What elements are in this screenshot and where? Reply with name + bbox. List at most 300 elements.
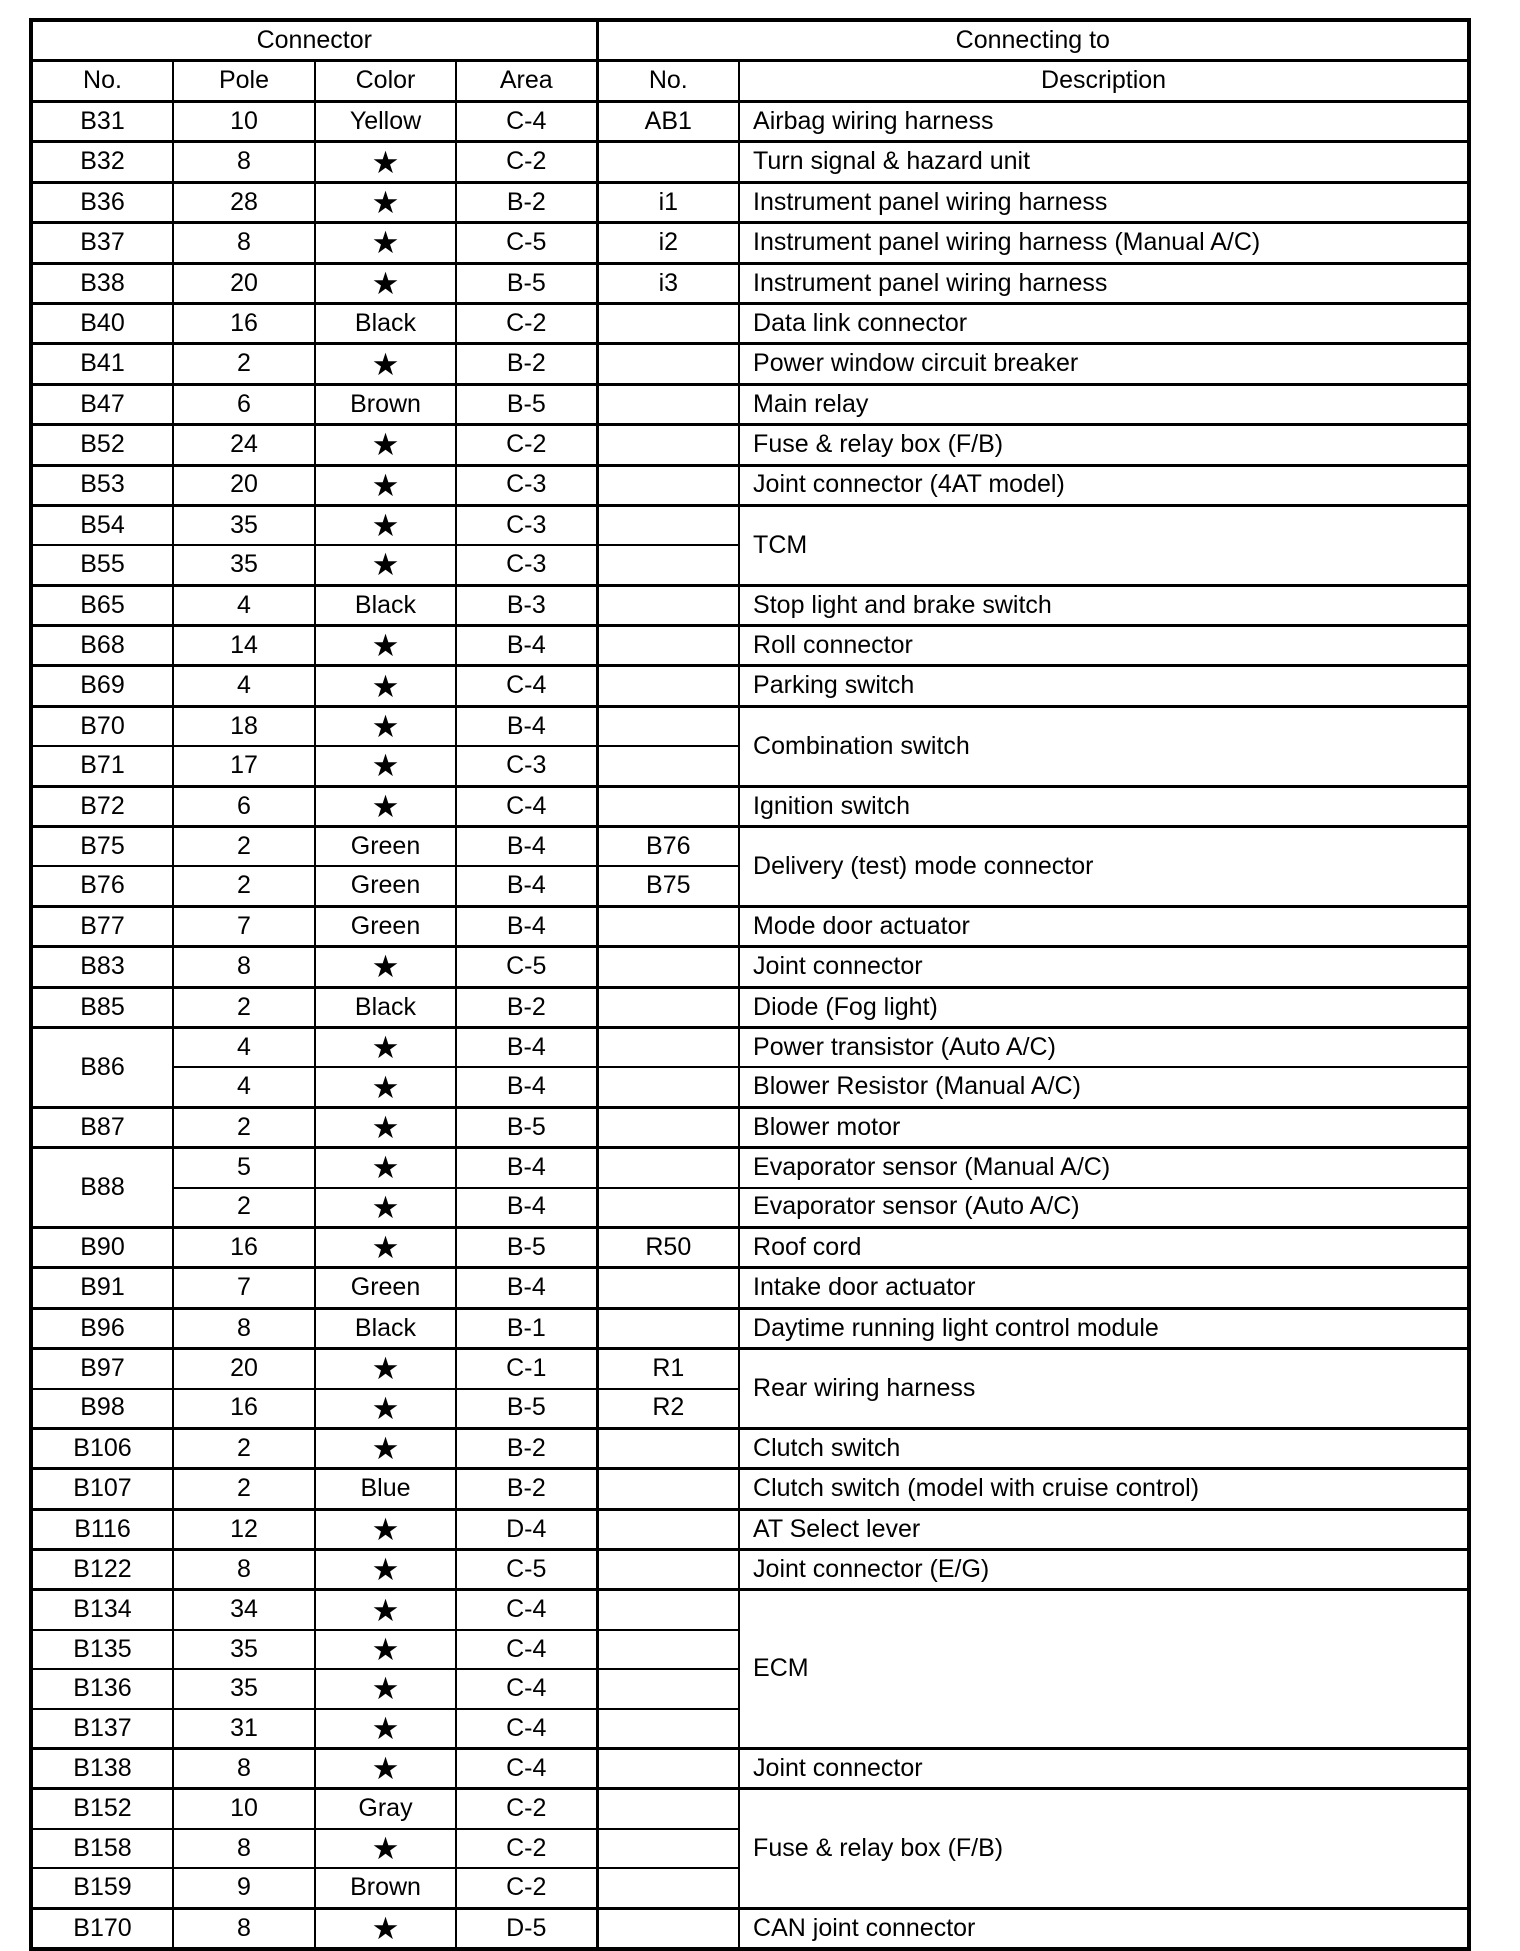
color-cell: ★ — [315, 1067, 456, 1107]
description-cell: Daytime running light control module — [739, 1308, 1469, 1348]
connector-no-cell: B136 — [31, 1669, 173, 1708]
area-cell: C-5 — [456, 947, 597, 987]
pole-cell: 35 — [173, 545, 315, 585]
description-cell: TCM — [739, 505, 1469, 585]
color-cell: Brown — [315, 384, 456, 424]
pole-cell: 6 — [173, 786, 315, 826]
table-body — [31, 102, 1469, 1949]
area-cell: B-4 — [456, 906, 597, 946]
description-cell: Main relay — [739, 384, 1469, 424]
area-cell: C-5 — [456, 223, 597, 263]
connector-no-cell: B71 — [31, 746, 173, 786]
connector-no-cell: B52 — [31, 425, 173, 465]
pole-cell: 2 — [173, 1469, 315, 1509]
color-cell: ★ — [315, 1148, 456, 1188]
pole-cell: 9 — [173, 1868, 315, 1908]
description-cell: Clutch switch — [739, 1428, 1469, 1468]
pole-cell: 8 — [173, 1908, 315, 1949]
connector-no-cell: B116 — [31, 1509, 173, 1549]
connector-no-cell: B158 — [31, 1829, 173, 1868]
color-cell: ★ — [315, 1227, 456, 1267]
pole-cell: 8 — [173, 947, 315, 987]
description-cell: CAN joint connector — [739, 1908, 1469, 1949]
connecting-no-cell: B75 — [597, 866, 739, 906]
area-cell: C-4 — [456, 1749, 597, 1789]
color-cell: ★ — [315, 344, 456, 384]
description-cell: Combination switch — [739, 706, 1469, 786]
area-cell: B-4 — [456, 1148, 597, 1188]
color-cell: Green — [315, 906, 456, 946]
table-row — [31, 947, 1469, 987]
description-cell: Power transistor (Auto A/C) — [739, 1027, 1469, 1067]
description-cell: Ignition switch — [739, 786, 1469, 826]
connector-no-cell: B85 — [31, 987, 173, 1027]
connecting-no-cell — [597, 1908, 739, 1949]
connector-no-cell: B88 — [31, 1148, 173, 1228]
color-cell: ★ — [315, 142, 456, 182]
connector-no-cell: B69 — [31, 666, 173, 706]
pole-cell: 2 — [173, 344, 315, 384]
table-row — [31, 1148, 1469, 1188]
table-row — [31, 827, 1469, 867]
connecting-no-cell — [597, 1829, 739, 1868]
color-cell: ★ — [315, 626, 456, 666]
area-cell: B-4 — [456, 626, 597, 666]
description-cell: Delivery (test) mode connector — [739, 827, 1469, 907]
table-row — [31, 1590, 1469, 1630]
area-cell: B-4 — [456, 706, 597, 746]
area-cell: C-3 — [456, 505, 597, 545]
connector-no-cell: B159 — [31, 1868, 173, 1908]
connector-no-cell: B91 — [31, 1268, 173, 1308]
pole-cell: 8 — [173, 1550, 315, 1590]
connector-no-cell: B170 — [31, 1908, 173, 1949]
description-cell: Joint connector (E/G) — [739, 1550, 1469, 1590]
pole-cell: 14 — [173, 626, 315, 666]
color-cell: ★ — [315, 1669, 456, 1708]
description-cell: ECM — [739, 1590, 1469, 1749]
table-row — [31, 1428, 1469, 1468]
connector-no-cell: B122 — [31, 1550, 173, 1590]
pole-cell: 2 — [173, 1107, 315, 1147]
pole-cell: 12 — [173, 1509, 315, 1549]
color-cell: ★ — [315, 425, 456, 465]
color-cell: Brown — [315, 1868, 456, 1908]
connector-no-cell: B55 — [31, 545, 173, 585]
connecting-no-cell — [597, 706, 739, 746]
color-cell: ★ — [315, 1509, 456, 1549]
description-cell: Rear wiring harness — [739, 1349, 1469, 1429]
area-cell: B-5 — [456, 1227, 597, 1267]
table-row — [31, 1268, 1469, 1308]
pole-cell: 5 — [173, 1148, 315, 1188]
area-cell: D-4 — [456, 1509, 597, 1549]
connecting-no-cell — [597, 1428, 739, 1468]
pole-cell: 4 — [173, 585, 315, 625]
description-cell: Joint connector — [739, 1749, 1469, 1789]
connecting-no-cell — [597, 786, 739, 826]
area-cell: B-3 — [456, 585, 597, 625]
description-cell: Power window circuit breaker — [739, 344, 1469, 384]
pole-cell: 10 — [173, 1789, 315, 1829]
connector-no-cell: B37 — [31, 223, 173, 263]
connecting-no-cell — [597, 465, 739, 505]
connector-no-cell: B65 — [31, 585, 173, 625]
color-cell: ★ — [315, 666, 456, 706]
table-row — [31, 786, 1469, 826]
connector-no-cell: B86 — [31, 1027, 173, 1107]
pole-cell: 20 — [173, 263, 315, 303]
connecting-no-cell: i3 — [597, 263, 739, 303]
pole-cell: 2 — [173, 987, 315, 1027]
color-cell: ★ — [315, 223, 456, 263]
connecting-no-cell: i2 — [597, 223, 739, 263]
table-row — [31, 1188, 1469, 1228]
table-row — [31, 706, 1469, 746]
pole-cell: 17 — [173, 746, 315, 786]
color-cell: ★ — [315, 505, 456, 545]
connector-no-cell: B70 — [31, 706, 173, 746]
connector-no-cell: B134 — [31, 1590, 173, 1630]
color-cell: ★ — [315, 1107, 456, 1147]
description-cell: Airbag wiring harness — [739, 102, 1469, 142]
connecting-no-cell — [597, 585, 739, 625]
pole-cell: 31 — [173, 1709, 315, 1749]
connector-no-cell: B138 — [31, 1749, 173, 1789]
connector-no-cell: B38 — [31, 263, 173, 303]
area-cell: B-4 — [456, 1188, 597, 1228]
pole-cell: 6 — [173, 384, 315, 424]
table-row — [31, 1509, 1469, 1549]
table-row — [31, 465, 1469, 505]
description-cell: Turn signal & hazard unit — [739, 142, 1469, 182]
connecting-no-cell: AB1 — [597, 102, 739, 142]
no-column-header: No. — [31, 61, 173, 102]
area-cell: C-4 — [456, 1669, 597, 1708]
connecting-no-cell — [597, 142, 739, 182]
color-cell: ★ — [315, 786, 456, 826]
table-row — [31, 1789, 1469, 1829]
area-cell: B-4 — [456, 1067, 597, 1107]
description-cell: Data link connector — [739, 303, 1469, 343]
connecting-no-cell — [597, 987, 739, 1027]
pole-column-header: Pole — [173, 61, 315, 102]
pole-cell: 20 — [173, 465, 315, 505]
connecting-no-cell: i1 — [597, 182, 739, 222]
table-row — [31, 142, 1469, 182]
area-cell: C-4 — [456, 666, 597, 706]
connecting-no-cell — [597, 1067, 739, 1107]
group-header-row — [31, 20, 1469, 61]
area-cell: C-2 — [456, 303, 597, 343]
connecting-no-cell — [597, 666, 739, 706]
connecting-no-cell — [597, 1590, 739, 1630]
area-cell: C-2 — [456, 1868, 597, 1908]
area-cell: B-2 — [456, 987, 597, 1027]
description-cell: Blower Resistor (Manual A/C) — [739, 1067, 1469, 1107]
area-cell: C-4 — [456, 102, 597, 142]
connecting-no-cell — [597, 1188, 739, 1228]
connecting-no-cell — [597, 303, 739, 343]
description-cell: Fuse & relay box (F/B) — [739, 1789, 1469, 1908]
description-cell: Roof cord — [739, 1227, 1469, 1267]
pole-cell: 4 — [173, 666, 315, 706]
pole-cell: 4 — [173, 1027, 315, 1067]
connecting-to-group-header: Connecting to — [597, 20, 1469, 61]
connector-no-cell: B152 — [31, 1789, 173, 1829]
pole-cell: 10 — [173, 102, 315, 142]
area-cell: C-4 — [456, 1709, 597, 1749]
area-cell: C-2 — [456, 1829, 597, 1868]
area-column-header: Area — [456, 61, 597, 102]
connector-no-cell: B40 — [31, 303, 173, 343]
color-cell: Gray — [315, 1789, 456, 1829]
table-row — [31, 505, 1469, 545]
pole-cell: 34 — [173, 1590, 315, 1630]
area-cell: B-1 — [456, 1308, 597, 1348]
connector-no-cell: B98 — [31, 1389, 173, 1429]
area-cell: C-4 — [456, 1630, 597, 1669]
column-header-row — [31, 61, 1469, 102]
table-row — [31, 223, 1469, 263]
table-row — [31, 666, 1469, 706]
connector-no-cell: B75 — [31, 827, 173, 867]
table-row — [31, 1227, 1469, 1267]
pole-cell: 20 — [173, 1349, 315, 1389]
pole-cell: 2 — [173, 1188, 315, 1228]
description-cell: Joint connector (4AT model) — [739, 465, 1469, 505]
description-cell: Instrument panel wiring harness (Manual A/C) — [739, 223, 1469, 263]
description-cell: AT Select lever — [739, 1509, 1469, 1549]
area-cell: C-4 — [456, 786, 597, 826]
connecting-no-cell — [597, 505, 739, 545]
description-cell: Fuse & relay box (F/B) — [739, 425, 1469, 465]
connecting-no-cell — [597, 344, 739, 384]
pole-cell: 35 — [173, 1630, 315, 1669]
connecting-no-cell — [597, 1789, 739, 1829]
table-row — [31, 1908, 1469, 1949]
pole-cell: 2 — [173, 866, 315, 906]
table-row — [31, 182, 1469, 222]
color-cell: ★ — [315, 465, 456, 505]
connecting-no-cell — [597, 1630, 739, 1669]
color-cell: ★ — [315, 1829, 456, 1868]
pole-cell: 7 — [173, 1268, 315, 1308]
connector-no-cell: B36 — [31, 182, 173, 222]
connecting-no-cell: B76 — [597, 827, 739, 867]
description-cell: Joint connector — [739, 947, 1469, 987]
pole-cell: 7 — [173, 906, 315, 946]
color-cell: ★ — [315, 1908, 456, 1949]
description-cell: Evaporator sensor (Manual A/C) — [739, 1148, 1469, 1188]
pole-cell: 18 — [173, 706, 315, 746]
area-cell: B-2 — [456, 182, 597, 222]
connector-no-cell: B54 — [31, 505, 173, 545]
color-cell: ★ — [315, 182, 456, 222]
pole-cell: 35 — [173, 505, 315, 545]
connector-no-cell: B106 — [31, 1428, 173, 1468]
connecting-no-cell — [597, 1550, 739, 1590]
description-cell: Instrument panel wiring harness — [739, 263, 1469, 303]
pole-cell: 8 — [173, 223, 315, 263]
pole-cell: 35 — [173, 1669, 315, 1708]
connecting-no-cell — [597, 626, 739, 666]
color-cell: Green — [315, 827, 456, 867]
connecting-no-cell — [597, 1148, 739, 1188]
table-row — [31, 1749, 1469, 1789]
area-cell: C-3 — [456, 746, 597, 786]
area-cell: B-5 — [456, 1389, 597, 1429]
connecting-no-cell — [597, 384, 739, 424]
area-cell: B-2 — [456, 344, 597, 384]
connector-no-cell: B87 — [31, 1107, 173, 1147]
connector-no-cell: B107 — [31, 1469, 173, 1509]
table-row — [31, 906, 1469, 946]
area-cell: B-2 — [456, 1428, 597, 1468]
table-row — [31, 1027, 1469, 1067]
area-cell: B-4 — [456, 827, 597, 867]
table-row — [31, 1550, 1469, 1590]
color-cell: ★ — [315, 1630, 456, 1669]
connector-group-header: Connector — [31, 20, 597, 61]
description-cell: Clutch switch (model with cruise control) — [739, 1469, 1469, 1509]
connector-no-cell: B77 — [31, 906, 173, 946]
color-cell: Black — [315, 303, 456, 343]
area-cell: C-3 — [456, 545, 597, 585]
description-cell: Diode (Fog light) — [739, 987, 1469, 1027]
description-cell: Mode door actuator — [739, 906, 1469, 946]
table-row — [31, 1067, 1469, 1107]
connector-no-cell: B137 — [31, 1709, 173, 1749]
color-column-header: Color — [315, 61, 456, 102]
pole-cell: 24 — [173, 425, 315, 465]
pole-cell: 28 — [173, 182, 315, 222]
area-cell: C-5 — [456, 1550, 597, 1590]
connector-no-cell: B47 — [31, 384, 173, 424]
pole-cell: 8 — [173, 142, 315, 182]
connector-no-cell: B72 — [31, 786, 173, 826]
color-cell: ★ — [315, 1389, 456, 1429]
color-cell: Black — [315, 585, 456, 625]
pole-cell: 2 — [173, 1428, 315, 1468]
color-cell: ★ — [315, 1188, 456, 1228]
connector-no-cell: B76 — [31, 866, 173, 906]
pole-cell: 2 — [173, 827, 315, 867]
area-cell: C-2 — [456, 1789, 597, 1829]
pole-cell: 16 — [173, 1389, 315, 1429]
table-row — [31, 1349, 1469, 1389]
connecting-no-cell — [597, 1669, 739, 1708]
color-cell: ★ — [315, 706, 456, 746]
table-row — [31, 987, 1469, 1027]
color-cell: Blue — [315, 1469, 456, 1509]
color-cell: ★ — [315, 1709, 456, 1749]
connector-no-cell: B135 — [31, 1630, 173, 1669]
color-cell: ★ — [315, 1349, 456, 1389]
connector-no-cell: B32 — [31, 142, 173, 182]
connector-no-cell: B41 — [31, 344, 173, 384]
description-cell: Roll connector — [739, 626, 1469, 666]
area-cell: B-4 — [456, 866, 597, 906]
area-cell: C-2 — [456, 142, 597, 182]
connecting-no-cell — [597, 1027, 739, 1067]
area-cell: B-4 — [456, 1027, 597, 1067]
area-cell: C-2 — [456, 425, 597, 465]
connecting-no-cell — [597, 1107, 739, 1147]
area-cell: D-5 — [456, 1908, 597, 1949]
color-cell: Black — [315, 1308, 456, 1348]
area-cell: B-5 — [456, 384, 597, 424]
color-cell: Green — [315, 866, 456, 906]
color-cell: ★ — [315, 1428, 456, 1468]
color-cell: ★ — [315, 1749, 456, 1789]
color-cell: ★ — [315, 545, 456, 585]
connecting-no-cell — [597, 906, 739, 946]
table-row — [31, 303, 1469, 343]
connecting-no-cell — [597, 1268, 739, 1308]
connecting-no-cell — [597, 1469, 739, 1509]
description-cell: Parking switch — [739, 666, 1469, 706]
table-row — [31, 626, 1469, 666]
connecting-no-cell — [597, 947, 739, 987]
description-cell: Intake door actuator — [739, 1268, 1469, 1308]
connecting-no-cell — [597, 1308, 739, 1348]
area-cell: B-5 — [456, 263, 597, 303]
color-cell: Yellow — [315, 102, 456, 142]
color-cell: ★ — [315, 1550, 456, 1590]
table-row — [31, 1469, 1469, 1509]
table-row — [31, 425, 1469, 465]
connector-no-cell: B97 — [31, 1349, 173, 1389]
area-cell: B-5 — [456, 1107, 597, 1147]
connector-no-cell: B96 — [31, 1308, 173, 1348]
connecting-no-cell — [597, 545, 739, 585]
connecting-no-cell — [597, 1509, 739, 1549]
connecting-no-cell — [597, 425, 739, 465]
area-cell: C-4 — [456, 1590, 597, 1630]
pole-cell: 4 — [173, 1067, 315, 1107]
color-cell: ★ — [315, 263, 456, 303]
connector-table — [29, 18, 1471, 1951]
connecting-no-column-header: No. — [597, 61, 739, 102]
area-cell: B-4 — [456, 1268, 597, 1308]
table-row — [31, 585, 1469, 625]
table-row — [31, 344, 1469, 384]
color-cell: ★ — [315, 1027, 456, 1067]
connecting-no-cell: R50 — [597, 1227, 739, 1267]
pole-cell: 8 — [173, 1829, 315, 1868]
color-cell: ★ — [315, 947, 456, 987]
pole-cell: 16 — [173, 1227, 315, 1267]
description-column-header: Description — [739, 61, 1469, 102]
connecting-no-cell — [597, 1709, 739, 1749]
connector-no-cell: B90 — [31, 1227, 173, 1267]
description-cell: Evaporator sensor (Auto A/C) — [739, 1188, 1469, 1228]
table-row — [31, 263, 1469, 303]
color-cell: ★ — [315, 1590, 456, 1630]
connector-no-cell: B83 — [31, 947, 173, 987]
color-cell: Black — [315, 987, 456, 1027]
color-cell: Green — [315, 1268, 456, 1308]
connecting-no-cell — [597, 1749, 739, 1789]
pole-cell: 8 — [173, 1749, 315, 1789]
color-cell: ★ — [315, 746, 456, 786]
connecting-no-cell — [597, 1868, 739, 1908]
connector-no-cell: B68 — [31, 626, 173, 666]
table-row — [31, 384, 1469, 424]
description-cell: Stop light and brake switch — [739, 585, 1469, 625]
table-row — [31, 1107, 1469, 1147]
